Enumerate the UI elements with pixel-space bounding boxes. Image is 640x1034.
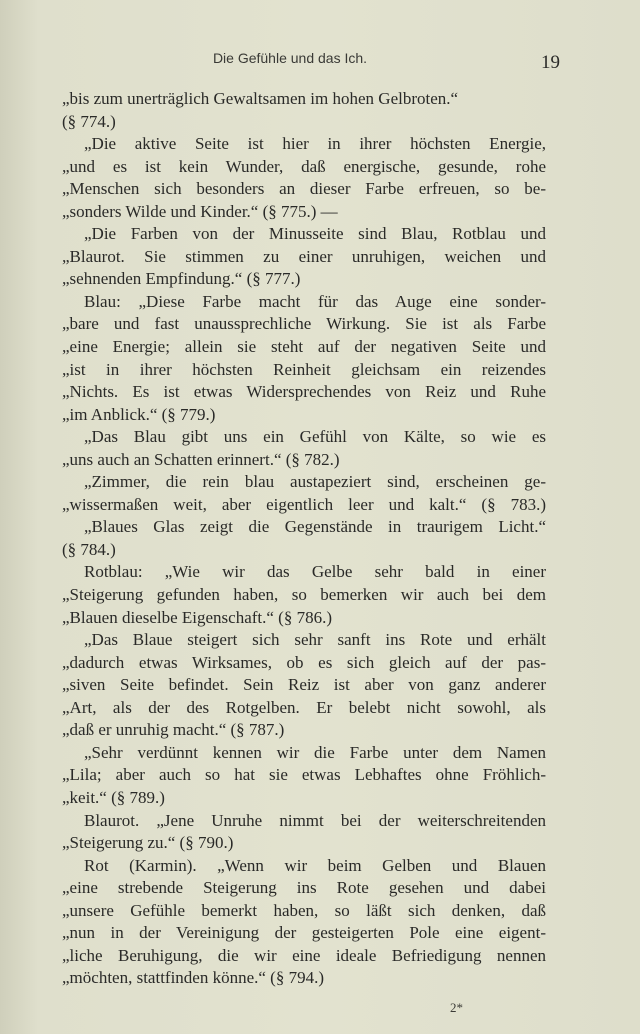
text-line: (§ 774.) xyxy=(62,111,116,131)
text-line: „Art, als der des Rotgelben. Er belebt nicht sowohl, als xyxy=(62,697,546,717)
text-line: „daß er unruhig macht.“ (§ 787.) xyxy=(62,720,285,740)
page-number: 19 xyxy=(541,52,560,73)
text-line: „Die Farben von der Minusseite sind Blau, Rotblau und xyxy=(84,224,546,244)
text-line: „nun in der Vereinigung der gesteigerten Pole eine eigent- xyxy=(62,923,546,943)
text-line: „bis zum unerträglich Gewaltsamen im hohen Gelbroten.“ xyxy=(62,89,459,108)
running-title: Die Gefühle und das Ich. xyxy=(212,50,368,66)
text-line: Blau: „Diese Farbe macht für das Auge eine sonder- xyxy=(84,291,546,311)
text-line: „liche Beruhigung, die wir eine ideale Befriedigung nennen xyxy=(62,945,546,965)
text-line: „im Anblick.“ (§ 779.) xyxy=(62,404,216,424)
text-line: „Lila; aber auch so hat sie etwas Lebhaftes ohne Fröhlich- xyxy=(62,765,546,785)
text-line: „möchten, stattfinden könne.“ (§ 794.) xyxy=(62,968,325,988)
signature-mark: 2* xyxy=(450,1000,463,1015)
text-line: „Menschen sich besonders an dieser Farbe erfreuen, so be- xyxy=(62,179,546,199)
text-line: Blaurot. „Jene Unruhe nimmt bei der weiterschreitenden xyxy=(84,810,546,830)
text-line: „uns auch an Schatten erinnert.“ (§ 782.) xyxy=(62,449,340,469)
running-header xyxy=(0,50,640,74)
text-line: „Steigerung gefunden haben, so bemerken wir auch bei dem xyxy=(62,585,546,605)
text-line: „Blaurot. Sie stimmen zu einer unruhigen, weichen und xyxy=(62,246,546,266)
text-line: „ist in ihrer höchsten Reinheit gleichsam ein reizendes xyxy=(62,359,546,379)
text-line: „siven Seite befindet. Sein Reiz ist aber von ganz anderer xyxy=(62,675,546,695)
text-line: „Die aktive Seite ist hier in ihrer höchsten Energie, xyxy=(84,134,546,154)
text-line: „bare und fast unaussprechliche Wirkung. Sie ist als Farbe xyxy=(62,314,546,334)
text-line: „Das Blaue steigert sich sehr sanft ins Rote und erhält xyxy=(84,630,546,650)
text-line: Rotblau: „Wie wir das Gelbe sehr bald in einer xyxy=(84,562,546,582)
text-line: „Zimmer, die rein blau austapeziert sind, erscheinen ge- xyxy=(84,472,546,492)
text-line: „und es ist kein Wunder, daß energische, gesunde, rohe xyxy=(62,156,546,176)
text-line: „dadurch etwas Wirksames, ob es sich gleich auf der pas- xyxy=(62,652,546,672)
text-line: „Sehr verdünnt kennen wir die Farbe unter dem Namen xyxy=(84,742,546,762)
text-line: „Nichts. Es ist etwas Widersprechendes von Reiz und Ruhe xyxy=(62,382,546,402)
text-line: „sonders Wilde und Kinder.“ (§ 775.) — xyxy=(62,201,338,221)
text-line: „wissermaßen weit, aber eigentlich leer und kalt.“ (§ 783.) xyxy=(62,494,546,514)
text-line: Rot (Karmin). „Wenn wir beim Gelben und Blauen xyxy=(84,855,546,875)
text-line: „eine strebende Steigerung ins Rote gesehen und dabei xyxy=(62,878,546,898)
text-line: „Das Blau gibt uns ein Gefühl von Kälte, so wie es xyxy=(84,427,546,447)
text-line: „unsere Gefühle bemerkt haben, so läßt sich denken, daß xyxy=(62,900,546,920)
text-line: (§ 784.) xyxy=(62,539,116,559)
text-line: „Blaues Glas zeigt die Gegenstände in traurigem Licht.“ xyxy=(84,517,546,537)
text-line: „Steigerung zu.“ (§ 790.) xyxy=(62,833,234,853)
body-text xyxy=(62,88,546,990)
text-line: „sehnenden Empfindung.“ (§ 777.) xyxy=(62,269,301,289)
text-line: „Blauen dieselbe Eigenschaft.“ (§ 786.) xyxy=(62,607,333,627)
text-line: „keit.“ (§ 789.) xyxy=(62,787,165,807)
text-line: „eine Energie; allein sie steht auf der negativen Seite und xyxy=(62,337,546,357)
